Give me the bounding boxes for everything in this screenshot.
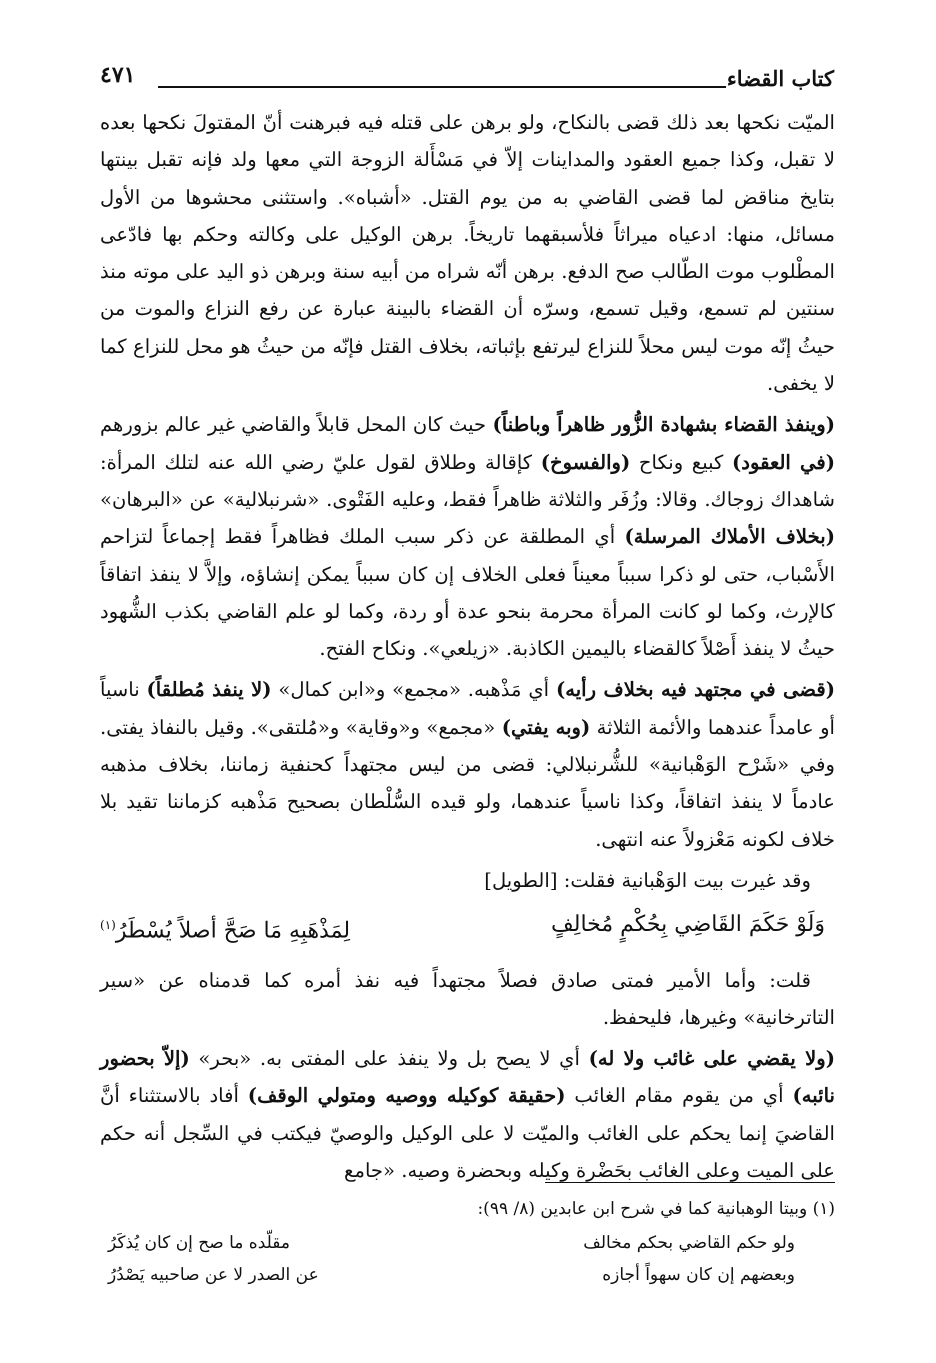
text-run: حيث كان المحل قابلاً والقاضي غير عالم بزورهم — [100, 413, 493, 437]
footnote-verse-2 — [108, 1260, 795, 1290]
text-run: أي المطلقة عن ذكر سبب الملك فظاهراً فقط إجماعاً لتزاحم الأَسْباب، حتى لو ذكرا سبباً معيناً فعلى الخلاف إن كان سبباً يمكن إنشاؤه، وإلاَّ لا ينفذ اتفاقاً كالإرث، وكما لو كانت المرأة محرمة بنحو عدة أو ردة، وكما لو علم القاضي بكذب الشُّهود حيثُ لا ينفذ أَصْلاً كالقضاء باليمين الكاذبة. «زيلعي». ونكاح الفتح. — [100, 525, 835, 661]
bold-phrase: (قضى في مجتهد فيه بخلاف رأيه) — [555, 678, 835, 702]
verse-second-hemistich: لِمَذْهَبِهِ مَا صَحَّ أصلاً يُسْطَرُ$^{(١)}$ — [100, 918, 351, 944]
text-run: ناسياً أو عامداً عندهما والأئمة الثلاثة — [100, 678, 835, 739]
footnote-marker: (١) — [100, 918, 116, 933]
text-run: كإقالة وطلاق لقول عليّ رضي الله عنه لتلك المرأة: شاهداك زوجاك. وقالا: وزُفَر والثلاثة ظاهراً فقط، وعليه الفَتْوى. «شرنبلالية» عن «البرهان» — [100, 450, 835, 511]
footnote-rule — [545, 1182, 835, 1183]
page-number: ٤٧١ — [100, 62, 136, 88]
text-run: كبيع ونكاح — [630, 450, 732, 474]
text-run: أي من يقوم مقام الغائب — [565, 1084, 793, 1108]
footnote-intro: (١) وبيتا الوهبانية كما في شرح ابن عابدين (٨/ ٩٩): — [477, 1199, 835, 1219]
text-run: «مجمع» و«وقاية» و«مُلتقى». وقيل بالنفاذ يفتى. وفي «شَرْح الوَهْبانية» للشُّرنبلالي: قضى من ليس مجتهداً كحنفية زماننا، بخلاف مذهبه عادماً لا ينفذ اتفاقاً، وكذا ناسياً عندهما، ولو قيده السُّلْطان بصحيح مَذْهبه كزماننا تقيد بلا خلاف لكونه مَعْزولاً عنه انتهى. — [100, 715, 835, 851]
bold-phrase: (حقيقة كوكيله ووصيه ومتولي الوقف) — [247, 1084, 566, 1108]
paragraph-1: الميّت نكحها بعد ذلك قضى بالنكاح، ولو برهن على قتله فيه فبرهنت أنّ المقتولَ نكحها بعده لا تقبل، وكذا جميع العقود والمداينات إلاّ في مَسْأَلة الزوجة التي معها ولد فإنه تقبل بينتها بتايخ مناقض لما قضى القاضي به من يوم القتل. «أشباه». واستثنى محشوها من الأول مسائل، منها: ادعياه ميراثاً فلأسبقهما تاريخاً. برهن الوكيل على وكالته وحكم بها فادّعى المطْلوب موت الطّالب صح الدفع. برهن أنّه شراه من أبيه سنة وبرهن ذو اليد على موته منذ سنتين لم تسمع، وقيل تسمع، وسرّه أن القضاء بالبينة عبارة عن رفع النزاع والموت من حيثُ إنّه موت ليس محلاً للنزاع ليرتفع بإثباته، بخلاف القتل فإنّه من حيثُ هو محل للنزاع كما لا يخفى. — [100, 111, 835, 396]
text-run: أفاد بالاستثناء أنَّ القاضيَ إنما يحكم على الغائب والميّت لا على الوكيل والوصيّ فيكتب في السِّجل أنه حكم على الميت وعلى الغائب بحَضْرة وكيله وبحضرة وصيه. «جامع — [100, 1084, 835, 1183]
paragraph-5: قلت: وأما الأمير فمتى صادق فصلاً مجتهداً فيه نفذ أمره كما قدمناه عن «سير التاترخانية» وغيرها، فليحفظ. — [100, 968, 835, 1029]
bold-phrase: (إلاّ بحضور نائبه) — [100, 1047, 836, 1108]
bold-phrase: (وبه يفتي) — [501, 715, 591, 739]
footnote-verse-2-right: وبعضهم إن كان سهواً أجازه — [602, 1265, 795, 1285]
bold-phrase: (في العقود) — [731, 450, 836, 474]
footnote-verse-2-left: عن الصدر لا عن صاحبيه يَصْدُرُ — [108, 1265, 319, 1285]
bold-phrase: (ولا يقضي على غائب ولا له) — [588, 1047, 835, 1071]
chapter-title: كتاب القضاء — [726, 66, 834, 91]
footnote-verse-1-right: ولو حكم القاضي بحكم مخالف — [583, 1233, 795, 1253]
paragraph-3 — [100, 671, 835, 857]
text-run: أي لا يصح بل ولا ينفذ على المفتى به. «بحر» — [189, 1047, 589, 1071]
bold-phrase: (والفسوخ) — [540, 450, 631, 474]
main-text — [100, 104, 835, 1193]
paragraph-6 — [100, 1040, 835, 1189]
verse-first-hemistich: وَلَوْ حَكَمَ القَاضِي بِحُكْمٍ مُخالِفٍ — [550, 912, 825, 938]
paragraph-4: وقد غيرت بيت الوَهْبانية فقلت: [الطويل] — [484, 868, 811, 892]
footnote-verse-1-left: مقلّده ما صح إن كان يُذكَرُ — [108, 1233, 290, 1253]
bold-phrase: (بخلاف الأملاك المرسلة) — [624, 525, 835, 549]
poetry-verse — [100, 905, 825, 951]
header-rule — [158, 86, 726, 88]
bold-phrase: (لا ينفذ مُطلقاً) — [146, 678, 272, 702]
footnote-verse-1 — [108, 1228, 795, 1258]
paragraph-2 — [100, 406, 835, 667]
text-run: أي مَذْهبه. «مجمع» و«ابن كمال» — [271, 678, 556, 702]
page-header — [100, 56, 834, 96]
bold-phrase: (وينفذ القضاء بشهادة الزُّور ظاهراً وباطناً) — [492, 413, 835, 437]
